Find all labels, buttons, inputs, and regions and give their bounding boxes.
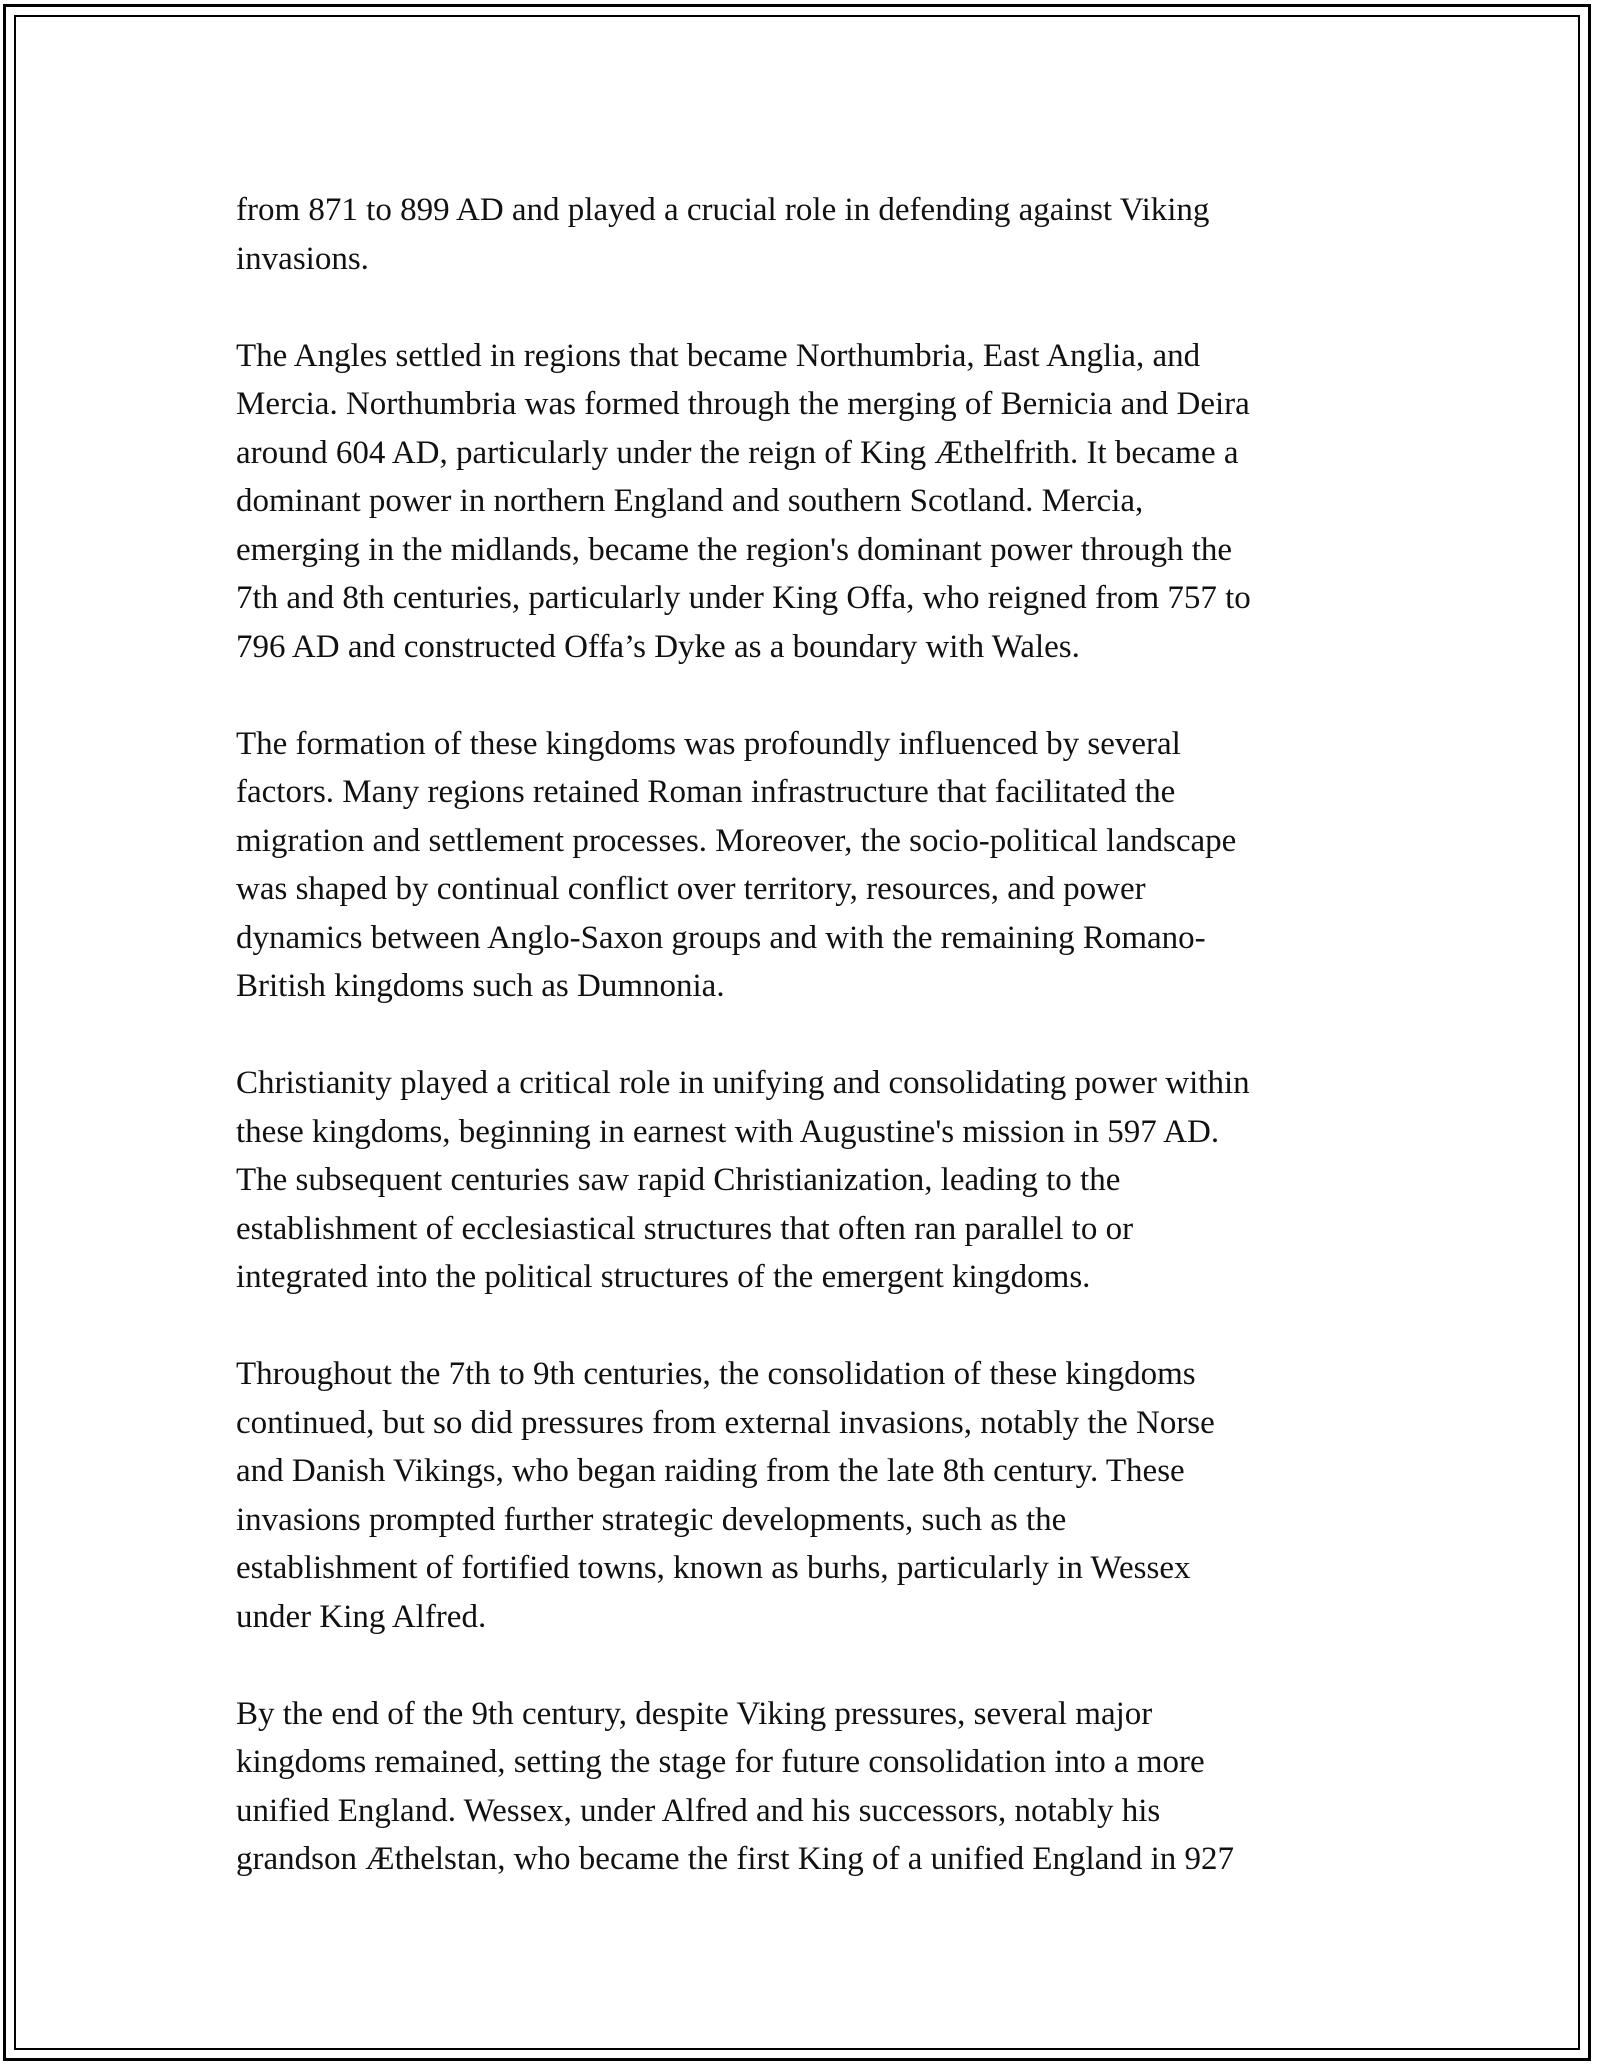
paragraph-1 [236, 186, 1396, 283]
text-line: emerging in the midlands, became the region's dominant power through the [236, 531, 1233, 568]
text-line: and Danish Vikings, who began raiding from the late 8th century. These [236, 1453, 1185, 1489]
paragraph-4 [236, 1059, 1396, 1302]
text-line: grandson Æthelstan, who became the first King of a unified England in 927 [236, 1841, 1235, 1877]
paragraph-3 [236, 720, 1396, 1011]
text-line: dominant power in northern England and southern Scotland. Mercia, [236, 483, 1144, 519]
document-body [236, 186, 1396, 1932]
text-line: establishment of ecclesiastical structures that often ran parallel to or [236, 1210, 1134, 1247]
text-line: was shaped by continual conflict over territory, resources, and power [236, 871, 1146, 907]
text-line: The Angles settled in regions that became Northumbria, East Anglia, and [236, 337, 1201, 374]
text-line: 796 AD and constructed Offa’s Dyke as a boundary with Wales. [236, 628, 1080, 665]
text-line: establishment of fortified towns, known as burhs, particularly in Wessex [236, 1550, 1191, 1586]
text-line: around 604 AD, particularly under the reign of King Æthelfrith. It became a [236, 434, 1239, 471]
text-line: By the end of the 9th century, despite Viking pressures, several major [236, 1695, 1153, 1732]
text-line: Mercia. Northumbria was formed through the merging of Bernicia and Deira [236, 386, 1250, 422]
text-line: Christianity played a critical role in unifying and consolidating power within [236, 1065, 1250, 1101]
paragraph-6 [236, 1690, 1396, 1884]
text-line: kingdoms remained, setting the stage for future consolidation into a more [236, 1744, 1205, 1780]
paragraph-5 [236, 1350, 1396, 1641]
text-line: The subsequent centuries saw rapid Christianization, leading to the [236, 1162, 1121, 1198]
text-line: British kingdoms such as Dumnonia. [236, 968, 725, 1004]
text-line: 7th and 8th centuries, particularly under King Offa, who reigned from 757 to [236, 580, 1251, 616]
text-line: dynamics between Anglo-Saxon groups and with the remaining Romano- [236, 919, 1206, 956]
paragraph-2 [236, 332, 1396, 672]
text-line: continued, but so did pressures from external invasions, notably the Norse [236, 1404, 1215, 1441]
text-line: The formation of these kingdoms was profoundly influenced by several [236, 725, 1181, 762]
text-line: invasions prompted further strategic developments, such as the [236, 1501, 1067, 1538]
text-line: migration and settlement processes. Moreover, the socio-political landscape [236, 822, 1237, 859]
text-line: integrated into the political structures of the emergent kingdoms. [236, 1259, 1091, 1295]
text-line: under King Alfred. [236, 1598, 487, 1635]
text-line: unified England. Wessex, under Alfred and his successors, notably his [236, 1792, 1161, 1829]
text-line: factors. Many regions retained Roman infrastructure that facilitated the [236, 774, 1176, 810]
text-line: Throughout the 7th to 9th centuries, the consolidation of these kingdoms [236, 1356, 1196, 1392]
text-line: invasions. [236, 240, 369, 277]
text-line: from 871 to 899 AD and played a crucial role in defending against Viking [236, 192, 1210, 228]
text-line: these kingdoms, beginning in earnest with Augustine's mission in 597 AD. [236, 1113, 1220, 1150]
